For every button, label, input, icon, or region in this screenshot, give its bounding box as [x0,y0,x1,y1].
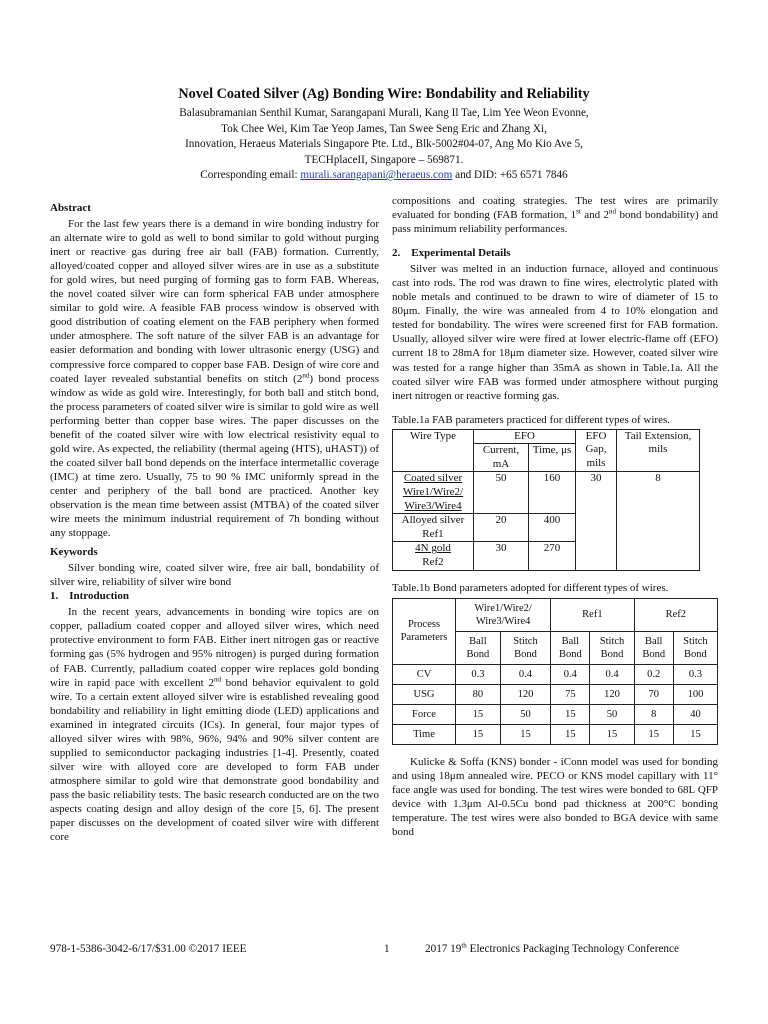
table1a-header-wire: Wire Type [393,429,474,472]
contact-suffix: and DID: +65 6571 7846 [452,169,568,181]
table1b-cell-param: Force [393,704,456,724]
table1b-subheader-ball: Ball Bond [456,631,501,664]
table1b-cell: 15 [673,724,717,744]
table1a-caption: Table.1a FAB parameters practiced for different types of wires. [392,413,670,426]
table1b-cell-param: CV [393,664,456,684]
table-row [393,724,718,744]
right-column [392,194,718,839]
continuation-part3: bond bondability) and pass minimum reliability performances. [392,209,718,236]
intro-text [50,605,379,844]
table1b-cell: 0.4 [551,664,590,684]
paper-title: Novel Coated Silver (Ag) Bonding Wire: Bondability and Reliability [178,86,590,102]
continuation-sup-1: st [576,207,581,216]
abstract-sup: nd [302,370,310,379]
table1a-cell-current: 50 [474,472,529,514]
keywords-heading: Keywords [50,546,98,559]
table1a-cell-time: 400 [529,514,576,542]
table1a-cell-wire-ref: Ref2 [422,556,444,569]
table1a-cell-tail: 8 [617,472,700,570]
table1a-header-current: Current, mA [474,444,529,472]
table1b-caption: Table.1b Bond parameters adopted for different types of wires. [392,581,669,594]
table1b-cell: 70 [634,684,673,704]
left-column [50,201,379,844]
table1b-cell: 0.4 [500,664,550,684]
table1b-subheader-stitch: Stitch Bond [590,631,634,664]
table1b-cell: 15 [456,704,501,724]
table1b-header-process: Process Parameters [393,598,456,664]
table1b-subheader-stitch: Stitch Bond [673,631,717,664]
table1a-cell-wire: Coated silver Wire1/Wire2/ Wire3/Wire4 [393,472,474,514]
table1b-cell-param: USG [393,684,456,704]
abstract-text-part2: ) bond process window as wide as gold wire. Interestingly, for both ball and stitch bond, the process parameters of coated silver wire is similar to gold wire as well performing better than copper base wires. The paper discusses on the benefit of the coated silver wire with low electrical resistivity equal to gold wire. As expected, the reliability (thermal ageing (HTS), uHAST)) of the coated silver ball bond depends on the interface intermetallic coverage (IMC) at time zero. Usually, 75 to 90 % IMC uniformly spread in the center and periphery of the ball bond are practiced. Another key observation is the mean time between assist (MTBA) of the coated silver wire meets the minimum industrial requirement of 7h bonding without any stoppage. [50,372,379,540]
table1b-cell-param: Time [393,724,456,744]
table1a-cell-current: 30 [474,542,529,570]
table1a-header-time: Time, μs [529,444,576,472]
footer-sup: th [461,941,467,950]
continuation-part2: and 2 [580,209,610,222]
table1b-cell: 15 [590,724,634,744]
affiliation-line-2: TECHplaceII, Singapore – 569871. [304,153,464,166]
experimental-heading: 2. Experimental Details [392,247,511,260]
experimental-text: Silver was melted in an induction furnace, alloyed and continuous cast into rods. The rod was drawn to fine wires, electrolytic plated with noble metals and continued to be drawn to wire of diameter of 15 to 80μm. Finally, the wire was annealed from 4 to 10% elongation and tested for bondability. The wires were screened first for FAB formation. Usually, alloyed silver wire were fired at lower electric-flame off (EFO) current 18 to 28mA for 18μm diameter size. However, coated silver wire was tested for a range higher than 35mA as shown in Table.1a. All the coated silver wire FAB was formed under atmosphere without purging inert nitrogen or reactive forming gas. [392,263,718,402]
table1a-cell-wire [393,542,474,570]
table1a-header-tail: Tail Extension, mils [617,429,700,472]
table1a-cell-current: 20 [474,514,529,542]
table1b-cell: 100 [673,684,717,704]
table1a-header-efo: EFO [474,429,576,444]
abstract-text [50,217,379,540]
table1b-cell: 0.4 [590,664,634,684]
intro-text-part2: bond behavior equivalent to gold wire. To a certain extent alloyed silver wire is established revealing good bondability and reliability in light emitting diode (LED) applications and examined in integrated circuits (ICs). In general, four major types of alloyed silver wires with 98%, 96%, 94% and 90% silver content are supplied to semiconductor packaging industries [1-4]. Presently, coated silver wire with alloyed core are developed to form FAB under atmosphere similar to gold wire that demonstrate good bondability and pass the basic reliability tests. The basic research conducted are on the two aspects coating design and alloy design of the core [5, 6]. The present paper discusses on the development of coated silver wire with different core [50,676,379,844]
affiliation-line-1: Innovation, Heraeus Materials Singapore Pte. Ltd., Blk-5002#04-07, Ang Mo Kio Ave 5, [185,138,583,150]
footer-conference [425,942,679,956]
keywords-text: Silver bonding wire, coated silver wire, free air ball, bondability of silver wire, reliability of silver wire bond [50,562,379,589]
bonder-text: Kulicke & Soffa (KNS) bonder - iConn model was used for bonding and using 18μm annealed wire. PECO or KNS model capillary with 11° face angle was used for bonding. The test wires were bonded to 68L QFP device with 1.3μm Al-0.5Cu bond pad thickness at 200°C bonding temperature. The test wires were also bonded to BGA device with same bond [392,755,718,838]
intro-heading: 1. Introduction [50,590,129,603]
table1b-cell: 40 [673,704,717,724]
table1a-cell-time: 160 [529,472,576,514]
abstract-heading: Abstract [50,202,91,214]
table1b-cell: 120 [500,684,550,704]
table1b-cell: 15 [456,724,501,744]
footer-page-number: 1 [384,943,390,955]
table-1b [392,598,718,745]
table1a-cell-wire-material: 4N gold [415,542,451,555]
table1b-cell: 0.2 [634,664,673,684]
table1b-subheader-stitch: Stitch Bond [500,631,550,664]
table1b-cell: 15 [634,724,673,744]
footer-conference-part1: 2017 19 [425,943,462,955]
table1b-cell: 15 [551,704,590,724]
table-1a [392,429,700,571]
table1b-cell: 8 [634,704,673,724]
table-row [393,704,718,724]
table1b-cell: 50 [590,704,634,724]
footer-copyright: 978-1-5386-3042-6/17/$31.00 ©2017 IEEE [50,943,247,955]
table1b-subheader-ball: Ball Bond [551,631,590,664]
contact-line [40,168,728,184]
intro-text-part1: In the recent years, advancements in bonding wire topics are on copper, palladium coated copper and alloyed silver wires, which need protective environment to form FAB. Either inert nitrogen gas or reactive forming gas (5% hydrogen and 95% nitrogen) is purged during formation of FAB. Currently, palladium coated copper wire replaces gold bonding wire in rapid pace with excellent 2 [50,606,379,689]
table1b-subheader-ball: Ball Bond [634,631,673,664]
intro-continuation [392,194,718,236]
table1b-header-group-2: Ref1 [551,598,634,631]
table-row [393,664,718,684]
table-row [393,684,718,704]
table1a-cell-gap: 30 [576,472,617,570]
table1b-cell: 80 [456,684,501,704]
table1b-cell: 0.3 [456,664,501,684]
table1b-cell: 75 [551,684,590,704]
continuation-sup-2: nd [609,207,617,216]
table1b-cell: 120 [590,684,634,704]
table1a-header-gap: EFO Gap, mils [576,429,617,472]
contact-email-link[interactable]: murali.sarangapani@heraeus.com [300,169,453,181]
intro-sup: nd [213,674,221,683]
table1b-cell: 0.3 [673,664,717,684]
table1b-cell: 50 [500,704,550,724]
table1a-cell-wire: Alloyed silver Ref1 [393,514,474,542]
authors-line-1: Balasubramanian Senthil Kumar, Sarangapani Murali, Kang Il Tae, Lim Yee Weon Evonne, [179,107,589,119]
table1b-header-group-3: Ref2 [634,598,717,631]
authors-line-2: Tok Chee Wei, Kim Tae Yeop James, Tan Swee Seng Eric and Zhang Xi, [221,122,547,135]
paper-header [40,86,728,184]
contact-prefix: Corresponding email: [200,169,301,181]
table-row [393,472,700,514]
table1a-cell-time: 270 [529,542,576,570]
table1b-header-group-1: Wire1/Wire2/ Wire3/Wire4 [456,598,551,631]
footer-conference-part2: Electronics Packaging Technology Conference [466,943,679,955]
continuation-part1: compositions and coating strategies. The test wires are primarily evaluated for bonding (FAB formation, 1 [392,195,718,222]
table1b-cell: 15 [500,724,550,744]
abstract-text-part1: For the last few years there is a demand in wire bonding industry for an alternate wire to gold as well to bond similar to gold without purging inert or reactive gas during free air ball (FAB) formation. Currently, alloyed/coated copper and alloyed silver wires are in use as a substitute for gold wires, but need purging of forming gas to form FAB. Whereas, the novel coated silver wire can form spherical FAB under atmosphere similar to gold wire. A feasible FAB process window is observed with good distribution of coating element on the FAB periphery when formed under atmosphere. The soft nature of the silver FAB is an advantage for easier deformation and bonding with lower ultrasonic energy (USG) and compressive force compared to copper base FAB. Design of wire core and coated layer revealed substantial benefits on stitch (2 [50,218,379,385]
table1b-cell: 15 [551,724,590,744]
